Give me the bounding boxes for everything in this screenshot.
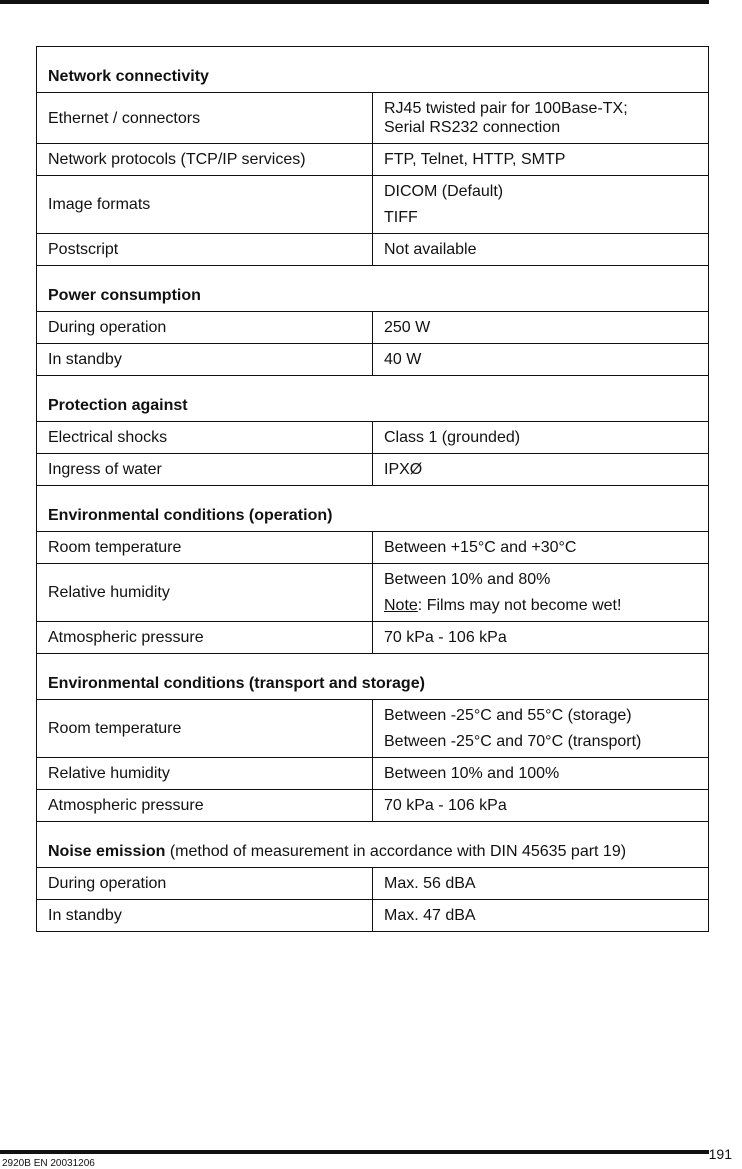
row-label: In standby: [37, 344, 373, 376]
table-row: [37, 790, 709, 822]
row-value: 70 kPa - 106 kPa: [373, 790, 709, 822]
spec-table: [36, 46, 709, 932]
table-row: [37, 176, 709, 234]
page-number: 191: [708, 1146, 732, 1162]
section-title: Network connectivity: [48, 68, 209, 85]
row-value: [373, 700, 709, 758]
row-label: In standby: [37, 900, 373, 932]
row-value: IPXØ: [373, 454, 709, 486]
section-title: Environmental conditions (transport and storage): [48, 675, 425, 692]
bottom-rule: [0, 1150, 709, 1154]
section-header-protection: [37, 376, 709, 422]
row-value: [373, 176, 709, 234]
row-value: 40 W: [373, 344, 709, 376]
value-line: TIFF: [384, 209, 418, 226]
value-line: Between 10% and 80%: [384, 571, 551, 588]
section-header-network: [37, 47, 709, 93]
table-row: [37, 622, 709, 654]
row-value: [373, 93, 709, 144]
value-line: Between -25°C and 70°C (transport): [384, 733, 642, 750]
row-label: Electrical shocks: [37, 422, 373, 454]
top-rule: [0, 0, 709, 4]
row-label: During operation: [37, 868, 373, 900]
section-title: Noise emission: [48, 843, 166, 860]
table-row: [37, 344, 709, 376]
value-line: DICOM (Default): [384, 183, 504, 200]
row-label: Atmospheric pressure: [37, 622, 373, 654]
value-line: Between -25°C and 55°C (storage): [384, 707, 632, 724]
table-row: [37, 144, 709, 176]
row-label: Network protocols (TCP/IP services): [37, 144, 373, 176]
row-label: Image formats: [37, 176, 373, 234]
table-row: [37, 868, 709, 900]
row-value: Not available: [373, 234, 709, 266]
note-label: Note: [384, 597, 418, 614]
section-header-env-transport: [37, 654, 709, 700]
document-id: 2920B EN 20031206: [2, 1158, 95, 1169]
row-value: Max. 47 dBA: [373, 900, 709, 932]
row-label: Ingress of water: [37, 454, 373, 486]
table-row: [37, 532, 709, 564]
section-title: Power consumption: [48, 287, 201, 304]
table-row: [37, 93, 709, 144]
section-title: Environmental conditions (operation): [48, 507, 333, 524]
section-header-power: [37, 266, 709, 312]
section-header-env-operation: [37, 486, 709, 532]
row-label: Atmospheric pressure: [37, 790, 373, 822]
row-label: Room temperature: [37, 700, 373, 758]
row-value: Class 1 (grounded): [373, 422, 709, 454]
row-value: Between 10% and 100%: [373, 758, 709, 790]
table-row: [37, 700, 709, 758]
row-label: During operation: [37, 312, 373, 344]
table-row: [37, 454, 709, 486]
table-row: [37, 564, 709, 622]
section-title: Protection against: [48, 397, 188, 414]
row-value: Between +15°C and +30°C: [373, 532, 709, 564]
row-value: 70 kPa - 106 kPa: [373, 622, 709, 654]
table-row: [37, 422, 709, 454]
row-label: Relative humidity: [37, 564, 373, 622]
row-label: Postscript: [37, 234, 373, 266]
row-value: 250 W: [373, 312, 709, 344]
table-row: [37, 234, 709, 266]
section-header-noise: [37, 822, 709, 868]
table-row: [37, 758, 709, 790]
section-subtitle: (method of measurement in accordance with DIN 45635 part 19): [165, 843, 627, 860]
note-line: [384, 596, 697, 615]
row-label: Room temperature: [37, 532, 373, 564]
row-value: [373, 564, 709, 622]
row-value: Max. 56 dBA: [373, 868, 709, 900]
table-row: [37, 900, 709, 932]
note-text: : Films may not become wet!: [417, 597, 622, 614]
table-row: [37, 312, 709, 344]
value-line: RJ45 twisted pair for 100Base-TX;: [384, 100, 628, 117]
row-label: Ethernet / connectors: [37, 93, 373, 144]
value-line: Serial RS232 connection: [384, 119, 561, 136]
row-label: Relative humidity: [37, 758, 373, 790]
row-value: FTP, Telnet, HTTP, SMTP: [373, 144, 709, 176]
